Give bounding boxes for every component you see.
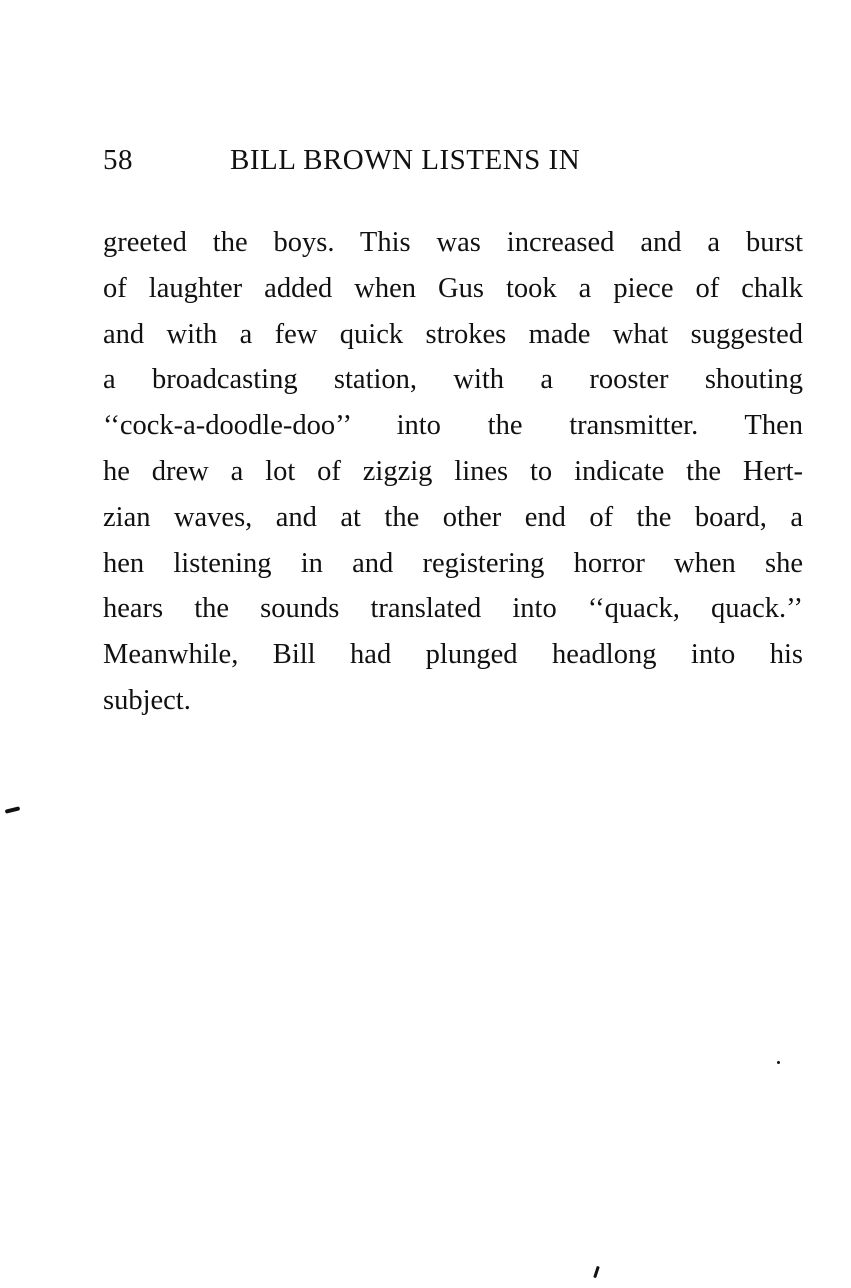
body-paragraph xyxy=(103,220,803,724)
running-title: BILL BROWN LISTENS IN xyxy=(230,144,581,176)
text-line: he drew a lot of zigzig lines to indicate the Hert- xyxy=(103,455,803,487)
text-line: hears the sounds translated into ‘‘quack, quack.’’ xyxy=(103,593,803,625)
ink-mark xyxy=(593,1266,600,1278)
text-line: of laughter added when Gus took a piece of chalk xyxy=(103,272,803,304)
text-line: ‘‘cock-a-doodle-doo’’ into the transmitter. Then xyxy=(103,410,803,442)
page-header xyxy=(103,144,803,184)
text-line: zian waves, and at the other end of the board, a xyxy=(103,501,803,533)
ink-smudge xyxy=(5,806,21,814)
text-line: and with a few quick strokes made what suggested xyxy=(103,318,803,350)
text-line: greeted the boys. This was increased and a burst xyxy=(103,227,803,258)
text-line: subject. xyxy=(103,684,191,716)
text-line: hen listening in and registering horror when she xyxy=(103,547,803,579)
page-number: 58 xyxy=(103,144,133,176)
text-line: Meanwhile, Bill had plunged headlong into his xyxy=(103,639,803,671)
ink-speck xyxy=(777,1061,780,1064)
text-line: a broadcasting station, with a rooster shouting xyxy=(103,364,803,396)
